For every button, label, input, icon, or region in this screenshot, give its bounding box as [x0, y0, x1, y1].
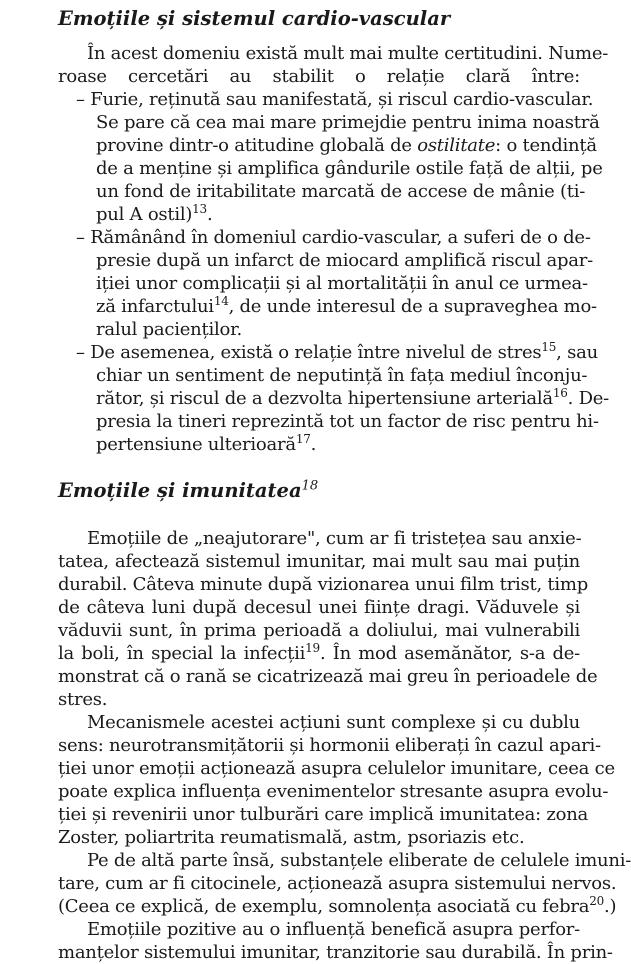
section-body-cardio — [58, 42, 610, 456]
text-line: tare, cum ar fi citocinele, acționează asupra sistemului nervos. — [58, 873, 617, 894]
section-heading-immunity — [58, 478, 580, 504]
text-line: rător, și riscul de a dezvolta hipertensiune arterială$^{16}$. De- — [96, 386, 610, 409]
text-line: (Ceea ce explică, de exemplu, somnolența asociată cu febra$^{20}$.) — [58, 894, 617, 917]
footnote-ref-18: 18 — [301, 478, 319, 494]
text-line: de câteva luni după decesul unei ființe dragi. Văduvele și — [58, 597, 580, 618]
text-line: pertensiune ulterioară$^{17}$. — [96, 432, 317, 455]
section-body-immunity — [58, 527, 631, 964]
text-line: sens: neurotransmițătorii și hormonii eliberați în cazul apari- — [58, 735, 601, 756]
text-line: la boli, în special la infecții$^{19}$. În mod asemănător, s-a de- — [58, 641, 581, 664]
section-heading-cardio: Emoțiile și sistemul cardio-vascular — [58, 7, 451, 30]
text-line: manțelor sistemului imunitar, tranzitorie sau durabilă. În prin- — [58, 942, 613, 963]
text-line: stres. — [58, 689, 108, 710]
text-line: ză infarctului$^{14}$, de unde interesul de a supraveghea mo- — [96, 294, 597, 317]
section-heading-immunity-text: Emoțiile și imunitatea — [58, 479, 302, 502]
text-line: Se pare că cea mai mare primejdie pentru inima noastră — [96, 112, 600, 133]
text-line: ției și revenirii unor tulburări care implică imunitatea: zona — [58, 804, 589, 825]
text-line: un fond de iritabilitate marcată de accese de mânie (ti- — [96, 181, 586, 202]
text-line: tatea, afectează sistemul imunitar, mai mult sau mai puțin — [58, 551, 580, 572]
text-line: – Furie, reținută sau manifestată, și riscul cardio-vascular. — [76, 89, 594, 110]
text-line: provine dintr-o atitudine globală de ostilitate: o tendință — [96, 135, 597, 156]
text-line: Emoțiile pozitive au o influență benefică asupra perfor- — [87, 919, 580, 940]
text-line: Pe de altă parte însă, substanțele eliberate de celulele imuni- — [87, 850, 631, 871]
text-line: presie după un infarct de miocard amplifică riscul apar- — [96, 250, 593, 271]
text-line: Emoțiile de „neajutorare", cum ar fi tristețea sau anxie- — [87, 528, 582, 549]
text-line: poate explica influența evenimentelor stresante asupra evolu- — [58, 781, 609, 802]
text-line: În acest domeniu există mult mai multe certitudini. Nume- — [87, 43, 609, 64]
text-line: ției unor emoții acționează asupra celulelor imunitare, ceea ce — [58, 758, 615, 779]
text-line: văduvii sunt, în prima perioadă a doliului, mai vulnerabili — [58, 620, 580, 641]
text-line: iției unor complicații și al mortalității în anul ce urmea- — [96, 273, 588, 294]
text-line: – Rămânând în domeniul cardio-vascular, a suferi de o de- — [76, 227, 591, 248]
text-line: ralul pacienților. — [96, 319, 242, 340]
text-line: chiar un sentiment de neputință în fața mediul înconju- — [96, 365, 588, 386]
text-line: monstrat că o rană se cicatrizează mai greu în perioadele de — [58, 666, 598, 687]
text-line: Mecanismele acestei acțiuni sunt complexe și cu dublu — [87, 712, 580, 733]
text-line: roase cercetări au stabilit o relație clară între: — [58, 66, 580, 87]
text-line: pul A ostil)$^{13}$. — [96, 202, 213, 225]
text-line: Zoster, poliartrita reumatismală, astm, psoriazis etc. — [58, 827, 525, 848]
text-line: presia la tineri reprezintă tot un factor de risc pentru hi- — [96, 411, 599, 432]
text-line: durabil. Câteva minute după vizionarea unui film trist, timp — [58, 574, 589, 595]
text-line: de a menține și amplifica gândurile ostile față de alții, pe — [96, 158, 603, 179]
text-line: – De asemenea, există o relație între nivelul de stres$^{15}$, sau — [76, 340, 598, 363]
